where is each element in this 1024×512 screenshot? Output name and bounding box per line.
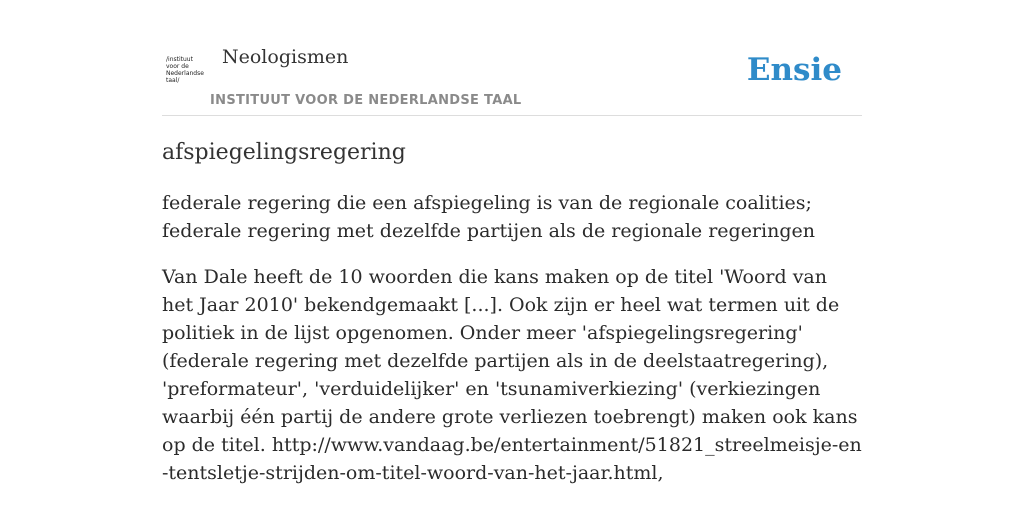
- example-text: Van Dale heeft de 10 woorden die kans maken op de titel 'Woord van het Jaar 2010' bekendgemaakt [...]. Ook zijn er heel wat termen uit de politiek in de lijst opgenomen. Onder meer 'afspiegelingsregering' (federale regering met dezelfde partijen als in de deelstaatregering), 'preformateur', 'verduidelijker' en 'tsunamiverkiezing' (verkiezingen waarbij één partij de andere grote verliezen toebrengt) maken ook kans op de titel.: [162, 266, 858, 456]
- institute-name: INSTITUUT VOOR DE NEDERLANDSE TAAL: [210, 93, 522, 108]
- entry-card: [162, 40, 862, 487]
- ensie-logo[interactable]: Ensie: [746, 52, 842, 88]
- example-block: [162, 263, 862, 487]
- logo-line: Nederlandse: [166, 70, 204, 77]
- header: [162, 40, 862, 116]
- source-name[interactable]: Neologismen: [222, 46, 349, 68]
- logo-line: voor de: [166, 63, 189, 70]
- institute-logo[interactable]: [166, 56, 208, 84]
- source-url: http://www.vandaag.be/entertainment/51821_streelmeisje-en-tentsletje-strijden-om-titel-woord-van-het-jaar.html,: [162, 434, 862, 484]
- definition-text: federale regering die een afspiegeling is van de regionale coalities; federale regering met dezelfde partijen als de regionale regeringen: [162, 192, 815, 242]
- logo-line: taal/: [166, 77, 180, 84]
- term-title: afspiegelingsregering: [162, 140, 406, 165]
- logo-line: /instituut: [166, 56, 193, 63]
